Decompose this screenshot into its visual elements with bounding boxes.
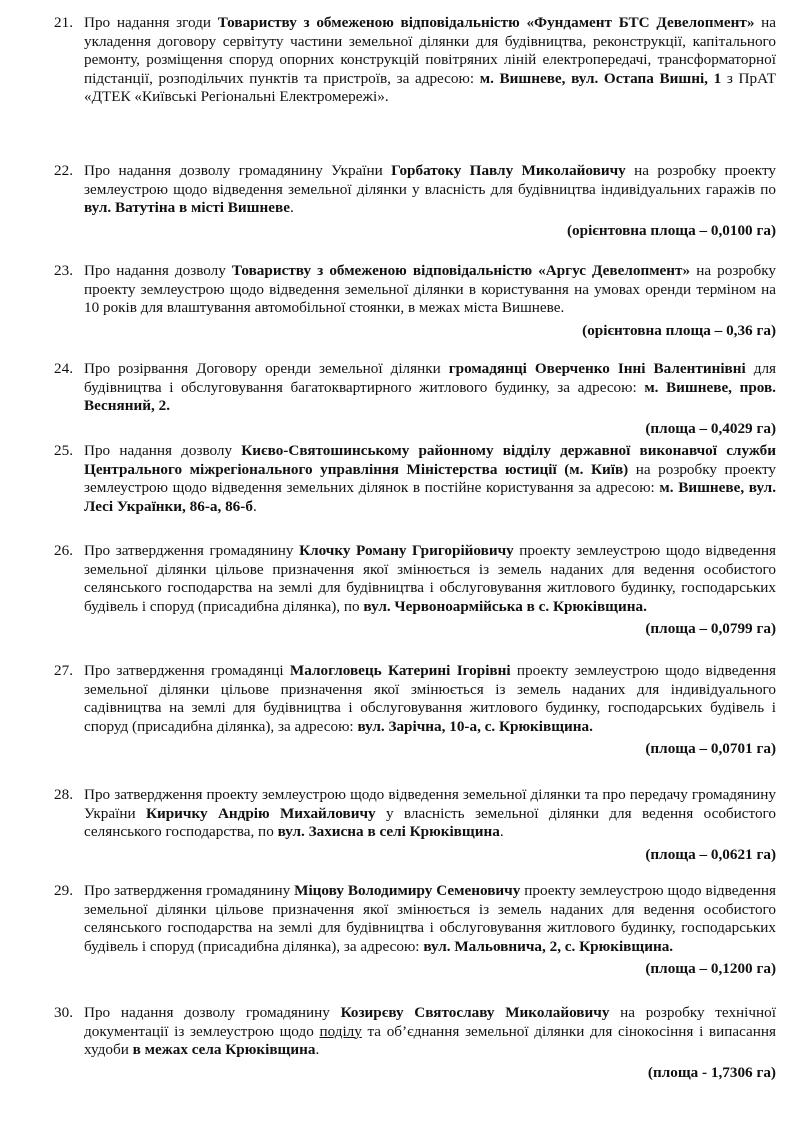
item-number: 25. (54, 442, 73, 459)
area-value: (площа – 0,0799 га) (645, 620, 776, 638)
text-segment: проекту землеустрою щодо відведення земельної ділянки цільове призначення якої змінюється із земель наданих для ведення особистого селянського господарства на землі для будівництва і обслуговування житлового будинку, господарських будівель і споруд (присадибна ділянка), за адресою: (84, 882, 776, 955)
text-segment: у власність земельної ділянки для ведення особистого селянського господарства, по (84, 804, 776, 841)
item-number: 30. (54, 1004, 73, 1021)
text-segment: проекту землеустрою щодо відведення земельної ділянки цільове призначення якої змінюється із земель наданих для ведення особистого селянського господарства на землі для будівництва і обслуговування житлового будинку, господарських будівель і споруд (присадибна ділянка), по (84, 542, 776, 615)
text-segment: на розробку проекту землеустрою щодо відведення земельної ділянки в користування на умовах оренди терміном на 10 років для влаштування автомобільної стоянки, в межах міста Вишневе. (84, 262, 776, 317)
item-number: 28. (54, 786, 73, 803)
applicant-name: Клочку Роману Григорійовичу (299, 542, 514, 559)
text-segment: з ПрАТ «ДТЕК «Київські Регіональні Електромережі». (84, 69, 776, 106)
applicant-name: Товариству з обмеженою відповідальністю «Аргус Девелопмент» (231, 262, 691, 279)
address: вул. Зарічна, 10-а, с. Крюківщина. (357, 717, 593, 735)
text-segment: та об’єднання земельної ділянки для сінокосіння і випасання худоби (84, 1022, 776, 1059)
text-segment: на розробку проекту землеустрою щодо відведення земельних ділянок в постійне користування за адресою: (84, 460, 776, 497)
applicant-name: Міцову Володимиру Семеновичу (294, 882, 521, 899)
address: вул. Червоноармійська в с. Крюківщина. (363, 597, 647, 615)
area-value: (орієнтовна площа – 0,0100 га) (566, 221, 776, 239)
agenda-item-25 (54, 442, 776, 516)
text-segment: . (289, 199, 294, 217)
agenda-item-30 (54, 1004, 776, 1082)
item-text (84, 882, 776, 979)
item-number: 29. (54, 882, 73, 899)
item-text (84, 360, 776, 438)
item-text (84, 14, 776, 107)
item-number: 23. (54, 262, 73, 279)
text-segment: на укладення договору сервітуту частини земельної ділянки для будівництва, реконструкції, капітального ремонту, розміщення споруд опорних конструкцій повітряних ліній електропередачі, трансформаторної підстанції, розподільчих пунктів та пристроїв, за адресою: (84, 14, 776, 87)
item-text (84, 1004, 776, 1082)
area-value: (площа - 1,7306 га) (647, 1063, 776, 1081)
item-number: 27. (54, 662, 73, 679)
address: в межах села Крюківщина (132, 1041, 316, 1059)
address: м. Вишневе, вул. Лесі Українки, 86-а, 86-б (84, 479, 776, 515)
text-segment: проекту землеустрою щодо відведення земельної ділянки цільове призначення якої змінюється із земель наданих для індивідуального садівництва на землі для будівництва і обслуговування житлового будинку, господарських будівель і споруд (присадибна ділянка), за адресою: (84, 662, 776, 735)
text-segment: Про затвердження проекту землеустрою щодо відведення земельної ділянки та про передачу громадянину України (84, 786, 776, 822)
text-segment: . (499, 823, 504, 841)
agenda-item-21 (54, 14, 776, 107)
text-segment: Про затвердження громадянину (84, 542, 300, 559)
text-segment: Про надання дозволу (84, 442, 242, 459)
text-segment: Про надання дозволу (84, 262, 232, 279)
address: м. Вишневе, вул. Остапа Вишні, 1 (479, 69, 722, 87)
text-segment: Про надання дозволу громадянину України (84, 162, 392, 179)
applicant-name: Києво-Святошинському районному відділу державної виконавчої служби Центрального міжрегіонального управління Міністерства юстиції (м. Київ) (84, 442, 777, 478)
text-segment: . (315, 1041, 320, 1059)
applicant-name: громадянці Оверченко Інні Валентинівні (448, 360, 746, 377)
text-segment: Про розірвання Договору оренди земельної ділянки (84, 360, 449, 377)
agenda-item-26 (54, 542, 776, 639)
area-value: (площа – 0,0621 га) (645, 845, 776, 863)
item-text (84, 662, 776, 759)
item-text (84, 542, 776, 639)
agenda-item-22 (54, 162, 776, 240)
agenda-item-24 (54, 360, 776, 438)
address: вул. Ватутіна в місті Вишневе (84, 199, 290, 217)
area-value: (орієнтовна площа – 0,36 га) (582, 321, 776, 339)
applicant-name: Козирєву Святославу Миколайовичу (340, 1004, 610, 1021)
area-value: (площа – 0,0701 га) (645, 740, 776, 758)
item-number: 26. (54, 542, 73, 559)
item-text (84, 786, 776, 864)
area-value: (площа – 0,4029 га) (645, 419, 776, 437)
agenda-item-28 (54, 786, 776, 864)
text-segment: для будівництва і обслуговування багатоквартирного житлового будинку, за адресою: (84, 360, 777, 396)
text-segment: . (252, 497, 257, 515)
item-number: 21. (54, 14, 73, 31)
applicant-name: Малогловець Катерині Ігорівні (289, 662, 511, 679)
item-text (84, 262, 776, 340)
text-segment: на розробку технічної документації із землеустрою щодо (84, 1004, 776, 1040)
applicant-name: Киричку Андрію Михайловичу (145, 804, 376, 822)
text-segment: Про надання дозволу громадянину (84, 1004, 341, 1021)
item-text (84, 442, 776, 516)
applicant-name: Горбатоку Павлу Миколайовичу (391, 162, 626, 179)
underlined-word: поділу (319, 1022, 362, 1040)
address: м. Вишневе, пров. Весняний, 2. (84, 378, 776, 415)
agenda-item-27 (54, 662, 776, 759)
item-text (84, 162, 776, 240)
applicant-name: Товариству з обмеженою відповідальністю «Фундамент БТС Девелопмент» (217, 14, 755, 31)
item-number: 22. (54, 162, 73, 179)
text-segment: Про затвердження громадянину (84, 882, 295, 899)
agenda-item-29 (54, 882, 776, 979)
area-value: (площа – 0,1200 га) (645, 960, 776, 978)
address: вул. Захисна в селі Крюківщина (277, 823, 500, 841)
agenda-item-23 (54, 262, 776, 340)
text-segment: Про затвердження громадянці (84, 662, 290, 679)
text-segment: на розробку проекту землеустрою щодо відведення земельної ділянки у власність для будівництва індивідуальних гаражів по (84, 162, 776, 198)
text-segment: Про надання згоди (84, 14, 218, 31)
address: вул. Мальовнича, 2, с. Крюківщина. (423, 937, 674, 955)
item-number: 24. (54, 360, 73, 377)
